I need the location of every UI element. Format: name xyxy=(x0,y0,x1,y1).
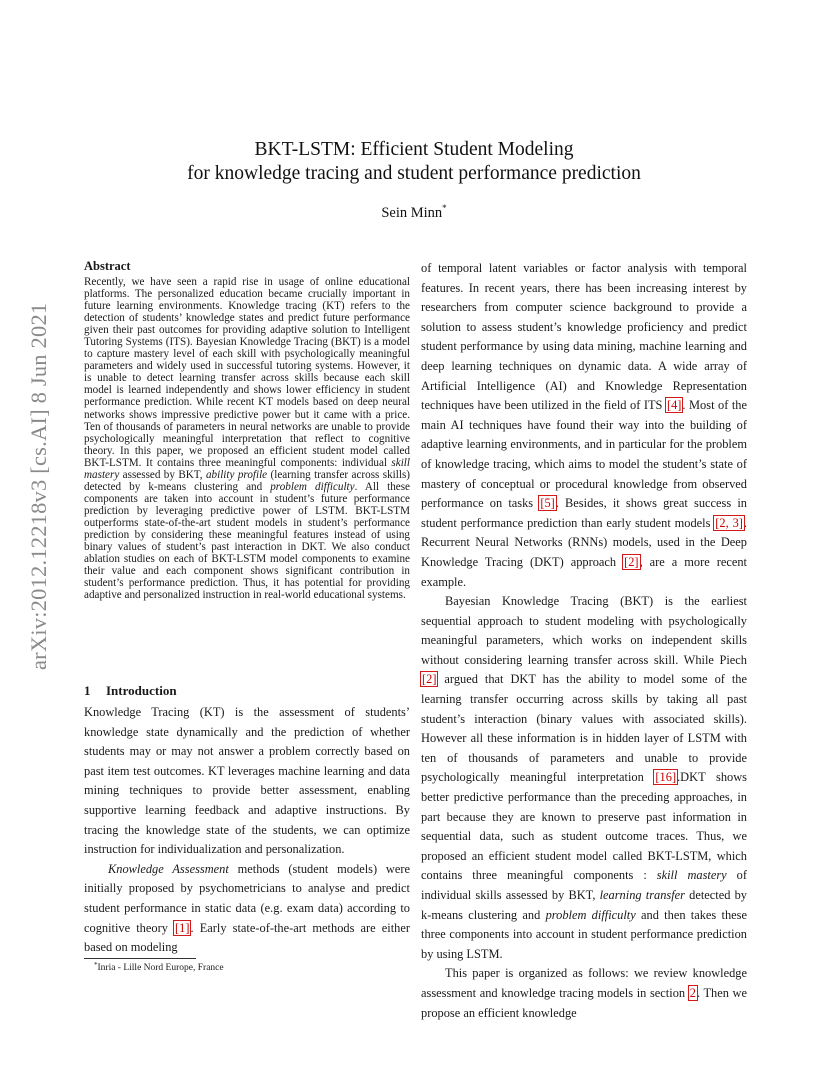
citation-link[interactable]: [5] xyxy=(540,496,555,511)
right-text-part: detected by k-means clustering and xyxy=(421,888,748,922)
footnote xyxy=(84,959,410,974)
right-column xyxy=(421,259,747,1023)
title-line-1: BKT-LSTM: Efficient Student Modeling xyxy=(254,139,574,160)
citation-link[interactable]: [2, 3] xyxy=(715,515,743,530)
right-text-part: . Recurrent Neural Networks (RNNs) models, used in the Deep Knowledge Tracing (DKT) approach xyxy=(421,515,748,569)
right-paragraph-3 xyxy=(421,964,747,1023)
footnote-mark: * xyxy=(94,961,98,969)
right-emphasis: skill mastery xyxy=(656,868,727,883)
citation-link[interactable]: [1] xyxy=(175,920,190,935)
abstract-emphasis: ability profile xyxy=(205,468,268,481)
abstract-text-part: (learning transfer across skills) detected by k-means clustering and xyxy=(84,468,410,493)
arxiv-identifier: arXiv:2012.12218v3 [cs.AI] 8 Jun 2021 xyxy=(26,302,51,670)
right-text-part: . Besides, it shows great success in student performance prediction than early student models xyxy=(421,496,747,530)
author-footnote-mark: * xyxy=(442,203,447,213)
intro-paragraph-2 xyxy=(84,860,410,958)
intro-paragraph-1: Knowledge Tracing (KT) is the assessment of students’ knowledge state dynamically and the prediction of whether students may or may not answer a problem correctly based on past item test outcomes. KT leverages machine learning and data mining techniques to provide better assessment, enabling supportive learning feedback and adaptive instructions. By tracing the knowledge state of the students, we can optimize instruction for individualization and personalization. xyxy=(84,705,410,857)
introduction-left-column xyxy=(84,703,410,958)
title-line-2: for knowledge tracing and student performance prediction xyxy=(187,163,641,184)
right-text-part: Bayesian Knowledge Tracing (BKT) is the earliest sequential approach to student modeling with psychologically meaningful parameters, which works on independent skills without considering learning transfer across skill. While Piech xyxy=(421,594,747,667)
right-text-part: . Most of the main AI techniques have found their way into the building of adaptive learning environments, and in particular for the problem of knowledge tracing, which aims to model the student’s state of mastery of conceptual or procedural knowledge from observed performance on tasks xyxy=(421,398,748,511)
intro-text-part: methods (student models) were initially proposed by psychometricians to analyse and predict student performance in static data (e.g. exam data) according to cognitive theory xyxy=(84,861,410,935)
right-text-part: and then takes these three components into account in student performance prediction by using LSTM. xyxy=(421,907,747,961)
right-text-part: of individual skills assessed by BKT, xyxy=(421,868,748,902)
abstract-text-part: . All these components are taken into account in student’s future performance prediction by leveraging predictive power of LSTM. BKT-LSTM outperforms state-of-the-art student models in student’s performance prediction by considering these meaningful features instead of using binary values of student’s past interaction in DKT. We also conduct ablation studies on each of BKT-LSTM model components to examine their value and each component shows significant contribution in student’s performance prediction. Thus, it has potential for providing adaptive and personalized instruction in real-world educational systems. xyxy=(84,480,410,602)
arxiv-side-stamp xyxy=(20,300,56,670)
right-emphasis: learning transfer xyxy=(599,888,685,902)
footnote-text: Inria - Lille Nord Europe, France xyxy=(97,963,224,973)
abstract-block xyxy=(84,259,410,601)
right-text-part: . Then we propose an efficient knowledge xyxy=(421,985,747,1020)
right-paragraph-2 xyxy=(421,592,747,964)
citation-link[interactable]: [4] xyxy=(666,398,682,413)
intro-text-part: . Early state-of-the-art methods are either based on modeling xyxy=(84,920,410,955)
right-text-part: .DKT shows better predictive performance than the preceding approaches, in part because they are known to preserve past information in sequential data, such as student outcome traces. Thus, we proposed an efficient student model called BKT-LSTM, which contains three meaningful components : xyxy=(421,770,747,883)
section-heading-introduction xyxy=(84,683,410,699)
author-name: Sein Minn xyxy=(381,204,443,221)
section-title: Introduction xyxy=(106,683,177,698)
right-text-part: argued that DKT has the ability to model some of the learning transfer occurring across skills by taking all past student’s interaction (binary values with associated skills). However all these information is in hidden layer of LSTM with ten of thousands of parameters and unable to provide psychologically meaningful interpretation xyxy=(421,672,747,785)
right-text-part: This paper is organized as follows: we review knowledge assessment and knowledge tracing models in section xyxy=(421,966,747,1000)
section-reference-link[interactable]: 2 xyxy=(689,985,696,1000)
citation-link[interactable]: [2] xyxy=(624,554,639,569)
abstract-text-part: assessed by BKT, xyxy=(119,468,206,481)
right-text-part: , are a more recent example. xyxy=(421,554,747,589)
abstract-emphasis: problem difficulty xyxy=(270,480,355,493)
abstract-emphasis: skill mastery xyxy=(84,456,410,481)
paper-title xyxy=(0,138,828,186)
abstract-text-part: Recently, we have seen a rapid rise in usage of online educational platforms. The personalized education became crucially important in future learning environments. Knowledge tracing (KT) refers to the detection of students’ knowledge states and predict future performance given their past outcomes for providing adaptive solution to Intelligent Tutoring Systems (ITS). Bayesian Knowledge Tracing (BKT) is a model to capture mastery level of each skill with psychologically meaningful parameters and widely used in successful tutoring systems. However, it is unable to detect learning transfer across skills because each skill model is learned independently and shows lower efficiency in student performance prediction. While recent KT models based on deep neural networks shows impressive predictive power but it came with a price. Ten of thousands of parameters in neural networks are unable to provide psychologically meaningful interpretation that reflect to cognitive theory. In this paper, we proposed an efficient student model called BKT-LSTM. It contains three meaningful components: individual xyxy=(84,276,410,469)
citation-link[interactable]: [16] xyxy=(655,770,677,785)
section-number: 1 xyxy=(84,683,91,698)
right-text-part: of temporal latent variables or factor analysis with temporal features. In recent years, there has been increasing interest by researchers from computer science background to provide a solution to assess student’s knowledge proficiency and predict student performance by using data mining, machine learning and deep learning techniques on dynamic data. A wide array of Artificial Intelligence (AI) and Knowledge Representation techniques have been utilized in the field of ITS xyxy=(421,261,747,413)
abstract-text xyxy=(84,276,410,601)
abstract-heading: Abstract xyxy=(84,259,131,273)
citation-link[interactable]: [2] xyxy=(422,672,437,687)
intro-emphasis: Knowledge Assessment xyxy=(108,861,229,876)
right-paragraph-1 xyxy=(421,259,747,592)
author-line xyxy=(0,203,828,222)
right-emphasis: problem difficulty xyxy=(545,907,636,922)
